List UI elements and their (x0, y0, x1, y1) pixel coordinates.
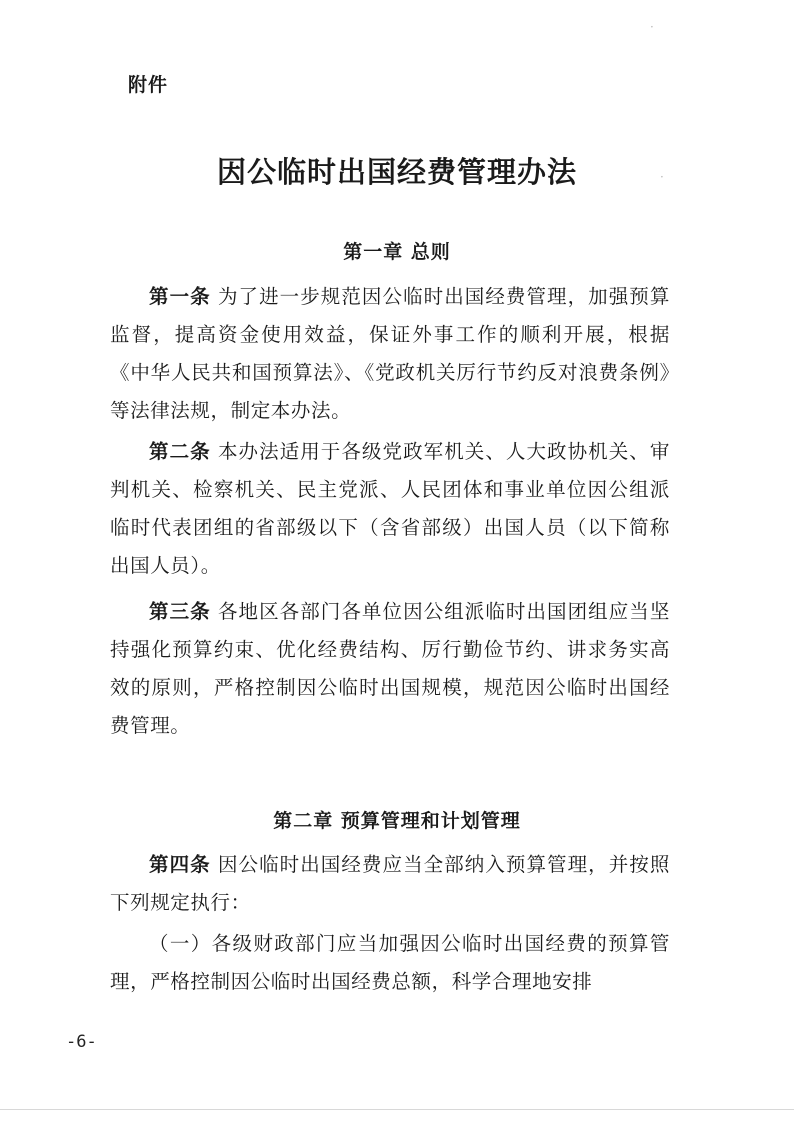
scan-edge-line (0, 1109, 794, 1110)
article-text: 各地区各部门各单位因公组派临时出国团组应当坚持强化预算约束、优化经费结构、厉行勤俭节约、讲求务实高效的原则，严格控制因公临时出国规模，规范因公临时出国经费管理。 (110, 600, 670, 737)
article-text: （一）各级财政部门应当加强因公临时出国经费的预算管理，严格控制因公临时出国经费总额，科学合理地安排 (110, 932, 670, 993)
article-3 (110, 593, 670, 745)
article-label: 第一条 (149, 285, 211, 308)
document-title: 因公临时出国经费管理办法 (216, 155, 577, 189)
scan-speck: · (660, 170, 664, 184)
article-4-item-1 (110, 925, 670, 1001)
article-text: 为了进一步规范因公临时出国经费管理，加强预算监督，提高资金使用效益，保证外事工作的顺利开展，根据《中华人民共和国预算法》、《党政机关厉行节约反对浪费条例》等法律法规，制定本办法。 (110, 285, 670, 422)
article-label: 第二条 (149, 440, 211, 463)
article-2 (110, 433, 670, 585)
chapter-1-heading: 第一章 总则 (343, 241, 451, 263)
article-text: 因公临时出国经费应当全部纳入预算管理，并按照下列规定执行： (110, 853, 670, 914)
article-4 (110, 846, 670, 922)
scan-speck: · (650, 20, 654, 34)
article-label: 第三条 (149, 600, 211, 623)
article-1 (110, 278, 670, 430)
article-text: 本办法适用于各级党政军机关、人大政协机关、审判机关、检察机关、民主党派、人民团体和事业单位因公组派临时代表团组的省部级以下（含省部级）出国人员（以下简称出国人员）。 (110, 440, 670, 577)
chapter-2-heading: 第二章 预算管理和计划管理 (273, 810, 521, 832)
page-number: -6- (66, 1032, 97, 1052)
article-label: 第四条 (149, 853, 211, 876)
attachment-label: 附件 (128, 74, 169, 96)
